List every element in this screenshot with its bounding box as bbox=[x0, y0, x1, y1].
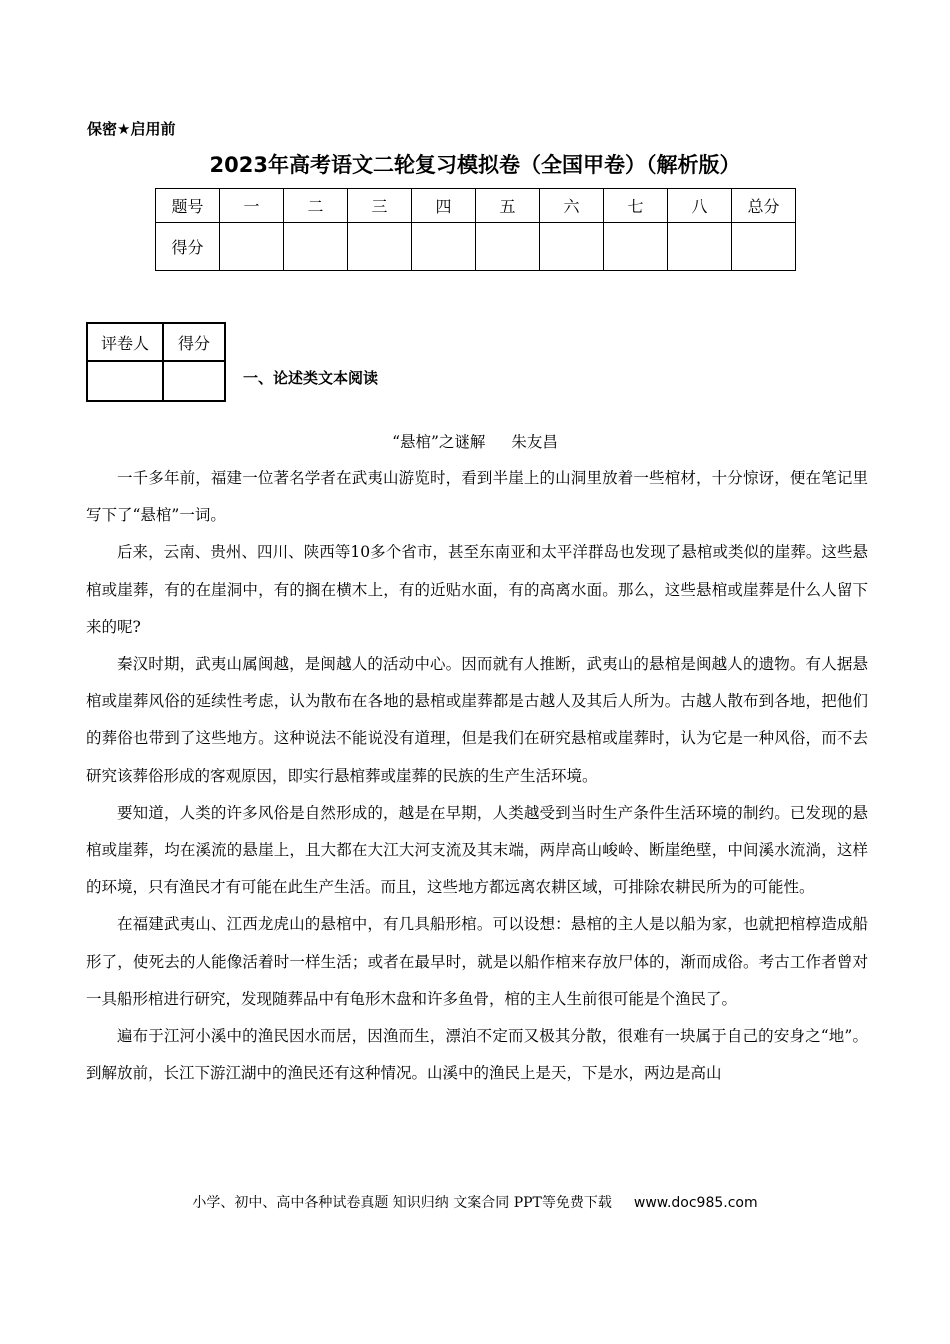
grader-table-header-row bbox=[87, 323, 225, 361]
score-table-cell: 四 bbox=[412, 189, 476, 223]
footer-text: 小学、初中、高中各种试卷真题 知识归纳 文案合同 PPT等免费下载 bbox=[192, 1195, 612, 1211]
grader-score-entry-cell[interactable] bbox=[163, 361, 225, 401]
grader-label: 评卷人 bbox=[87, 323, 163, 361]
paragraph: 在福建武夷山、江西龙虎山的悬棺中，有几具船形棺。可以设想：悬棺的主人是以船为家，也就把棺椁造成船形了，使死去的人能像活着时一样生活；或者在最早时，就是以船作棺来存放尸体的，渐而成俗。考古工作者曾对一具船形棺进行研究，发现随葬品中有龟形木盘和许多鱼骨，棺的主人生前很可能是个渔民了。 bbox=[86, 915, 868, 1008]
score-table-score-row bbox=[156, 223, 796, 271]
score-table-cell: 七 bbox=[604, 189, 668, 223]
score-entry-cell[interactable] bbox=[604, 223, 668, 271]
score-table-cell: 二 bbox=[284, 189, 348, 223]
score-table-cell: 总分 bbox=[732, 189, 796, 223]
page-footer bbox=[0, 1192, 950, 1212]
score-table-cell: 三 bbox=[348, 189, 412, 223]
score-entry-cell[interactable] bbox=[668, 223, 732, 271]
score-entry-cell[interactable] bbox=[284, 223, 348, 271]
grader-table-entry-row bbox=[87, 361, 225, 401]
score-table-cell: 五 bbox=[476, 189, 540, 223]
article-title: “悬棺”之谜解 bbox=[392, 433, 486, 451]
article-author: 朱友昌 bbox=[511, 433, 558, 451]
score-table-cell: 六 bbox=[540, 189, 604, 223]
score-table-header-row bbox=[156, 189, 796, 223]
paragraph: 后来，云南、贵州、四川、陕西等10多个省市，甚至东南亚和太平洋群岛也发现了悬棺或类似的崖葬。这些悬棺或崖葬，有的在崖洞中，有的搁在横木上，有的近贴水面，有的高离水面。那么，这些悬棺或崖葬是什么人留下来的呢? bbox=[86, 543, 868, 636]
section-title: 一、论述类文本阅读 bbox=[243, 369, 379, 387]
score-table-cell: 题号 bbox=[156, 189, 220, 223]
footer-site-link[interactable]: www.doc985.com bbox=[633, 1195, 758, 1211]
paragraph: 秦汉时期，武夷山属闽越，是闽越人的活动中心。因而就有人推断，武夷山的悬棺是闽越人的遗物。有人据悬棺或崖葬风俗的延续性考虑，认为散布在各地的悬棺或崖葬都是古越人及其后人所为。古越人散布到各地，把他们的葬俗也带到了这些地方。这种说法不能说没有道理，但是我们在研究悬棺或崖葬时，认为它是一种风俗，而不去研究该葬俗形成的客观原因，即实行悬棺葬或崖葬的民族的生产生活环境。 bbox=[86, 655, 868, 785]
article-body bbox=[86, 460, 868, 1092]
score-entry-cell[interactable] bbox=[220, 223, 284, 271]
paragraph: 一千多年前，福建一位著名学者在武夷山游览时，看到半崖上的山洞里放着一些棺材，十分惊讶，便在笔记里写下了“悬棺”一词。 bbox=[86, 469, 868, 525]
score-entry-cell[interactable] bbox=[476, 223, 540, 271]
grader-entry-cell[interactable] bbox=[87, 361, 163, 401]
paragraph: 遍布于江河小溪中的渔民因水而居，因渔而生，漂泊不定而又极其分散，很难有一块属于自己的安身之“地”。到解放前，长江下游江湖中的渔民还有这种情况。山溪中的渔民上是天，下是水，两边是高山 bbox=[86, 1027, 868, 1083]
score-entry-cell[interactable] bbox=[348, 223, 412, 271]
document-title: 2023年高考语文二轮复习模拟卷（全国甲卷）（解析版） bbox=[209, 153, 741, 177]
score-table-cell: 一 bbox=[220, 189, 284, 223]
score-entry-cell[interactable] bbox=[412, 223, 476, 271]
paragraph: 要知道，人类的许多风俗是自然形成的，越是在早期，人类越受到当时生产条件生活环境的制约。已发现的悬棺或崖葬，均在溪流的悬崖上，且大都在大江大河支流及其末端，两岸高山峻岭、断崖绝壁，中间溪水流淌，这样的环境，只有渔民才有可能在此生产生活。而且，这些地方都远离农耕区域，可排除农耕民所为的可能性。 bbox=[86, 803, 868, 897]
score-row-label: 得分 bbox=[156, 223, 220, 271]
score-table bbox=[155, 188, 796, 271]
score-table-cell: 八 bbox=[668, 189, 732, 223]
confidential-label: 保密★启用前 bbox=[87, 120, 176, 138]
grader-score-label: 得分 bbox=[163, 323, 225, 361]
score-entry-cell[interactable] bbox=[732, 223, 796, 271]
article-heading bbox=[0, 430, 950, 452]
grader-table bbox=[86, 322, 226, 402]
score-entry-cell[interactable] bbox=[540, 223, 604, 271]
